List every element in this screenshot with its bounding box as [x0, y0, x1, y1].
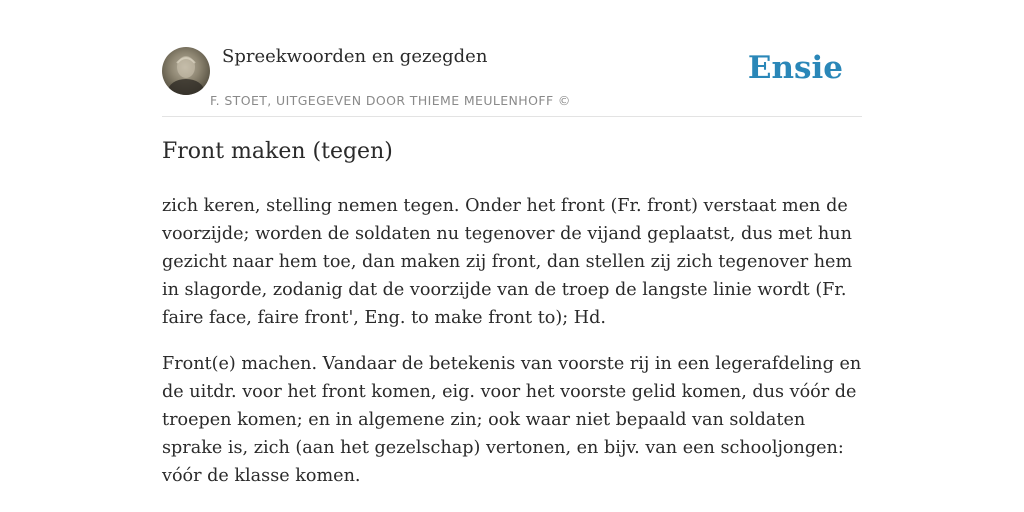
ensie-logo[interactable]: Ensie	[747, 50, 843, 86]
source-title[interactable]: Spreekwoorden en gezegden	[222, 46, 488, 67]
entry-paragraph: zich keren, stelling nemen tegen. Onder het front (Fr. front) verstaat men de voorzijde; worden de soldaten nu tegenover de vijand geplaatst, dus met hun gezicht naar hem toe, dan maken zij front, dan stellen zij zich tegenover hem in slagorde, zodanig dat de voorzijde van de troep de langste linie wordt (Fr. faire face, faire front', Eng. to make front to); Hd.	[162, 196, 853, 328]
author-avatar[interactable]	[162, 47, 210, 95]
source-header	[162, 44, 862, 117]
entry-body	[162, 192, 862, 508]
entry-title: Front maken (tegen)	[162, 139, 393, 164]
source-credit: F. STOET, UITGEGEVEN DOOR THIEME MEULENHOFF ©	[210, 93, 571, 108]
entry-paragraph: Front(e) machen. Vandaar de betekenis van voorste rij in een legerafdeling en de uitdr. voor het front komen, eig. voor het voorste gelid komen, dus vóór de troepen komen; en in algemene zin; ook waar niet bepaald van soldaten sprake is, zich (aan het gezelschap) vertonen, en bijv. van een schooljongen: vóór de klasse komen.	[162, 354, 862, 486]
portrait-icon	[162, 47, 210, 95]
